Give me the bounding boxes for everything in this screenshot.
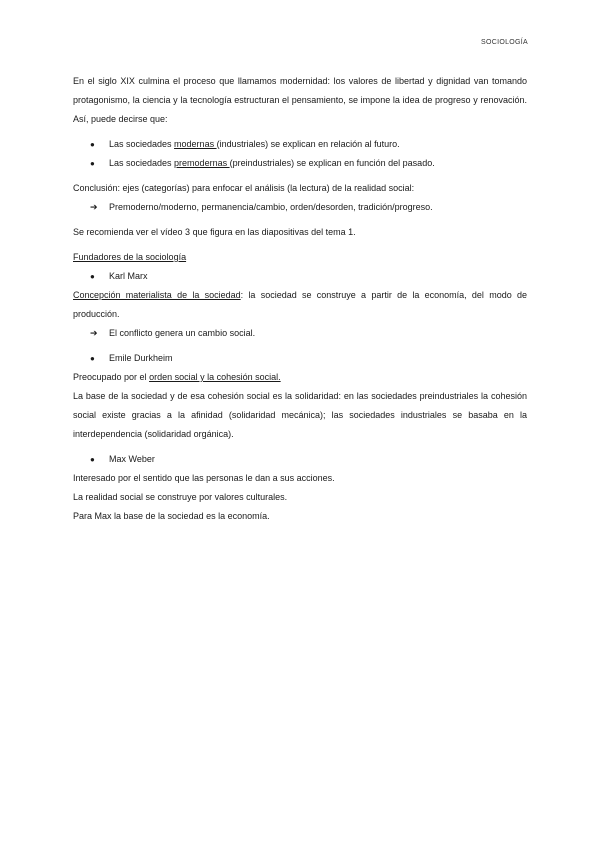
founders-heading: Fundadores de la sociología xyxy=(73,252,187,262)
list-item xyxy=(73,324,527,343)
conclusion-arrow-list xyxy=(73,198,527,217)
bullet-icon: ● xyxy=(90,159,95,168)
document-body xyxy=(73,72,527,526)
durkheim-paragraph: La base de la sociedad y de esa cohesión social es la solidaridad: en las sociedades preindustriales la cohesión social existe gracias a la afinidad (solidaridad mecánica); las sociedades industriales se basaba en la interdependencia (solidaridad orgánica). xyxy=(73,391,527,439)
durkheim-concern xyxy=(73,368,527,387)
intro-bullet-list xyxy=(73,135,527,173)
bullet-icon: ● xyxy=(90,272,95,281)
weber-bullet xyxy=(73,450,527,469)
weber-line: Interesado por el sentido que las personas le dan a sus acciones. xyxy=(73,473,335,483)
weber-line: Para Max la base de la sociedad es la economía. xyxy=(73,511,270,521)
bullet-icon: ● xyxy=(90,455,95,464)
conclusion-text: Conclusión: ejes (categorías) para enfocar el análisis (la lectura) de la realidad social: xyxy=(73,183,415,193)
list-item xyxy=(73,154,527,173)
bullet-icon: ● xyxy=(90,140,95,149)
bullet-icon: ● xyxy=(90,354,95,363)
list-item xyxy=(73,135,527,154)
marx-concept-term: Concepción materialista de la sociedad xyxy=(73,290,241,300)
marx-bullet xyxy=(73,267,527,286)
weber-line: La realidad social se construye por valores culturales. xyxy=(73,492,288,502)
term-modernas: modernas xyxy=(174,139,217,149)
term-premodernas: premodernas xyxy=(174,158,230,168)
marx-concept-rest: : la sociedad se construye a partir de la economía, del modo de producción. xyxy=(73,290,527,319)
bullet-text-pre: Las sociedades xyxy=(109,139,175,149)
recommendation-text: Se recomienda ver el vídeo 3 que figura en las diapositivas del tema 1. xyxy=(73,227,356,237)
arrow-item-text: El conflicto genera un cambio social. xyxy=(109,328,256,338)
bullet-text-pre: Las sociedades xyxy=(109,158,175,168)
arrow-right-icon: ➔ xyxy=(90,328,98,338)
list-item xyxy=(73,450,527,469)
founder-name-durkheim: Emile Durkheim xyxy=(109,353,173,363)
list-item xyxy=(73,349,527,368)
marx-concept-paragraph xyxy=(73,286,527,324)
marx-arrow-list xyxy=(73,324,527,343)
list-item xyxy=(73,198,527,217)
arrow-right-icon: ➔ xyxy=(90,202,98,212)
durkheim-concern-term: orden social y la cohesión social. xyxy=(149,372,281,382)
intro-paragraph: En el siglo XIX culmina el proceso que llamamos modernidad: los valores de libertad y dignidad van tomando protagonismo, la ciencia y la tecnología estructuran el pensamiento, se impone la idea de progreso y renovación. Así, puede decirse que: xyxy=(73,76,527,124)
durkheim-bullet xyxy=(73,349,527,368)
list-item xyxy=(73,267,527,286)
founder-name-marx: Karl Marx xyxy=(109,271,148,281)
bullet-text-post: (industriales) se explican en relación al futuro. xyxy=(216,139,400,149)
page-header-section-label: SOCIOLOGÍA xyxy=(481,39,528,46)
durkheim-concern-pre: Preocupado por el xyxy=(73,372,150,382)
arrow-item-text: Premoderno/moderno, permanencia/cambio, orden/desorden, tradición/progreso. xyxy=(109,202,433,212)
founder-name-weber: Max Weber xyxy=(109,454,155,464)
bullet-text-post: (preindustriales) se explican en función del pasado. xyxy=(229,158,435,168)
